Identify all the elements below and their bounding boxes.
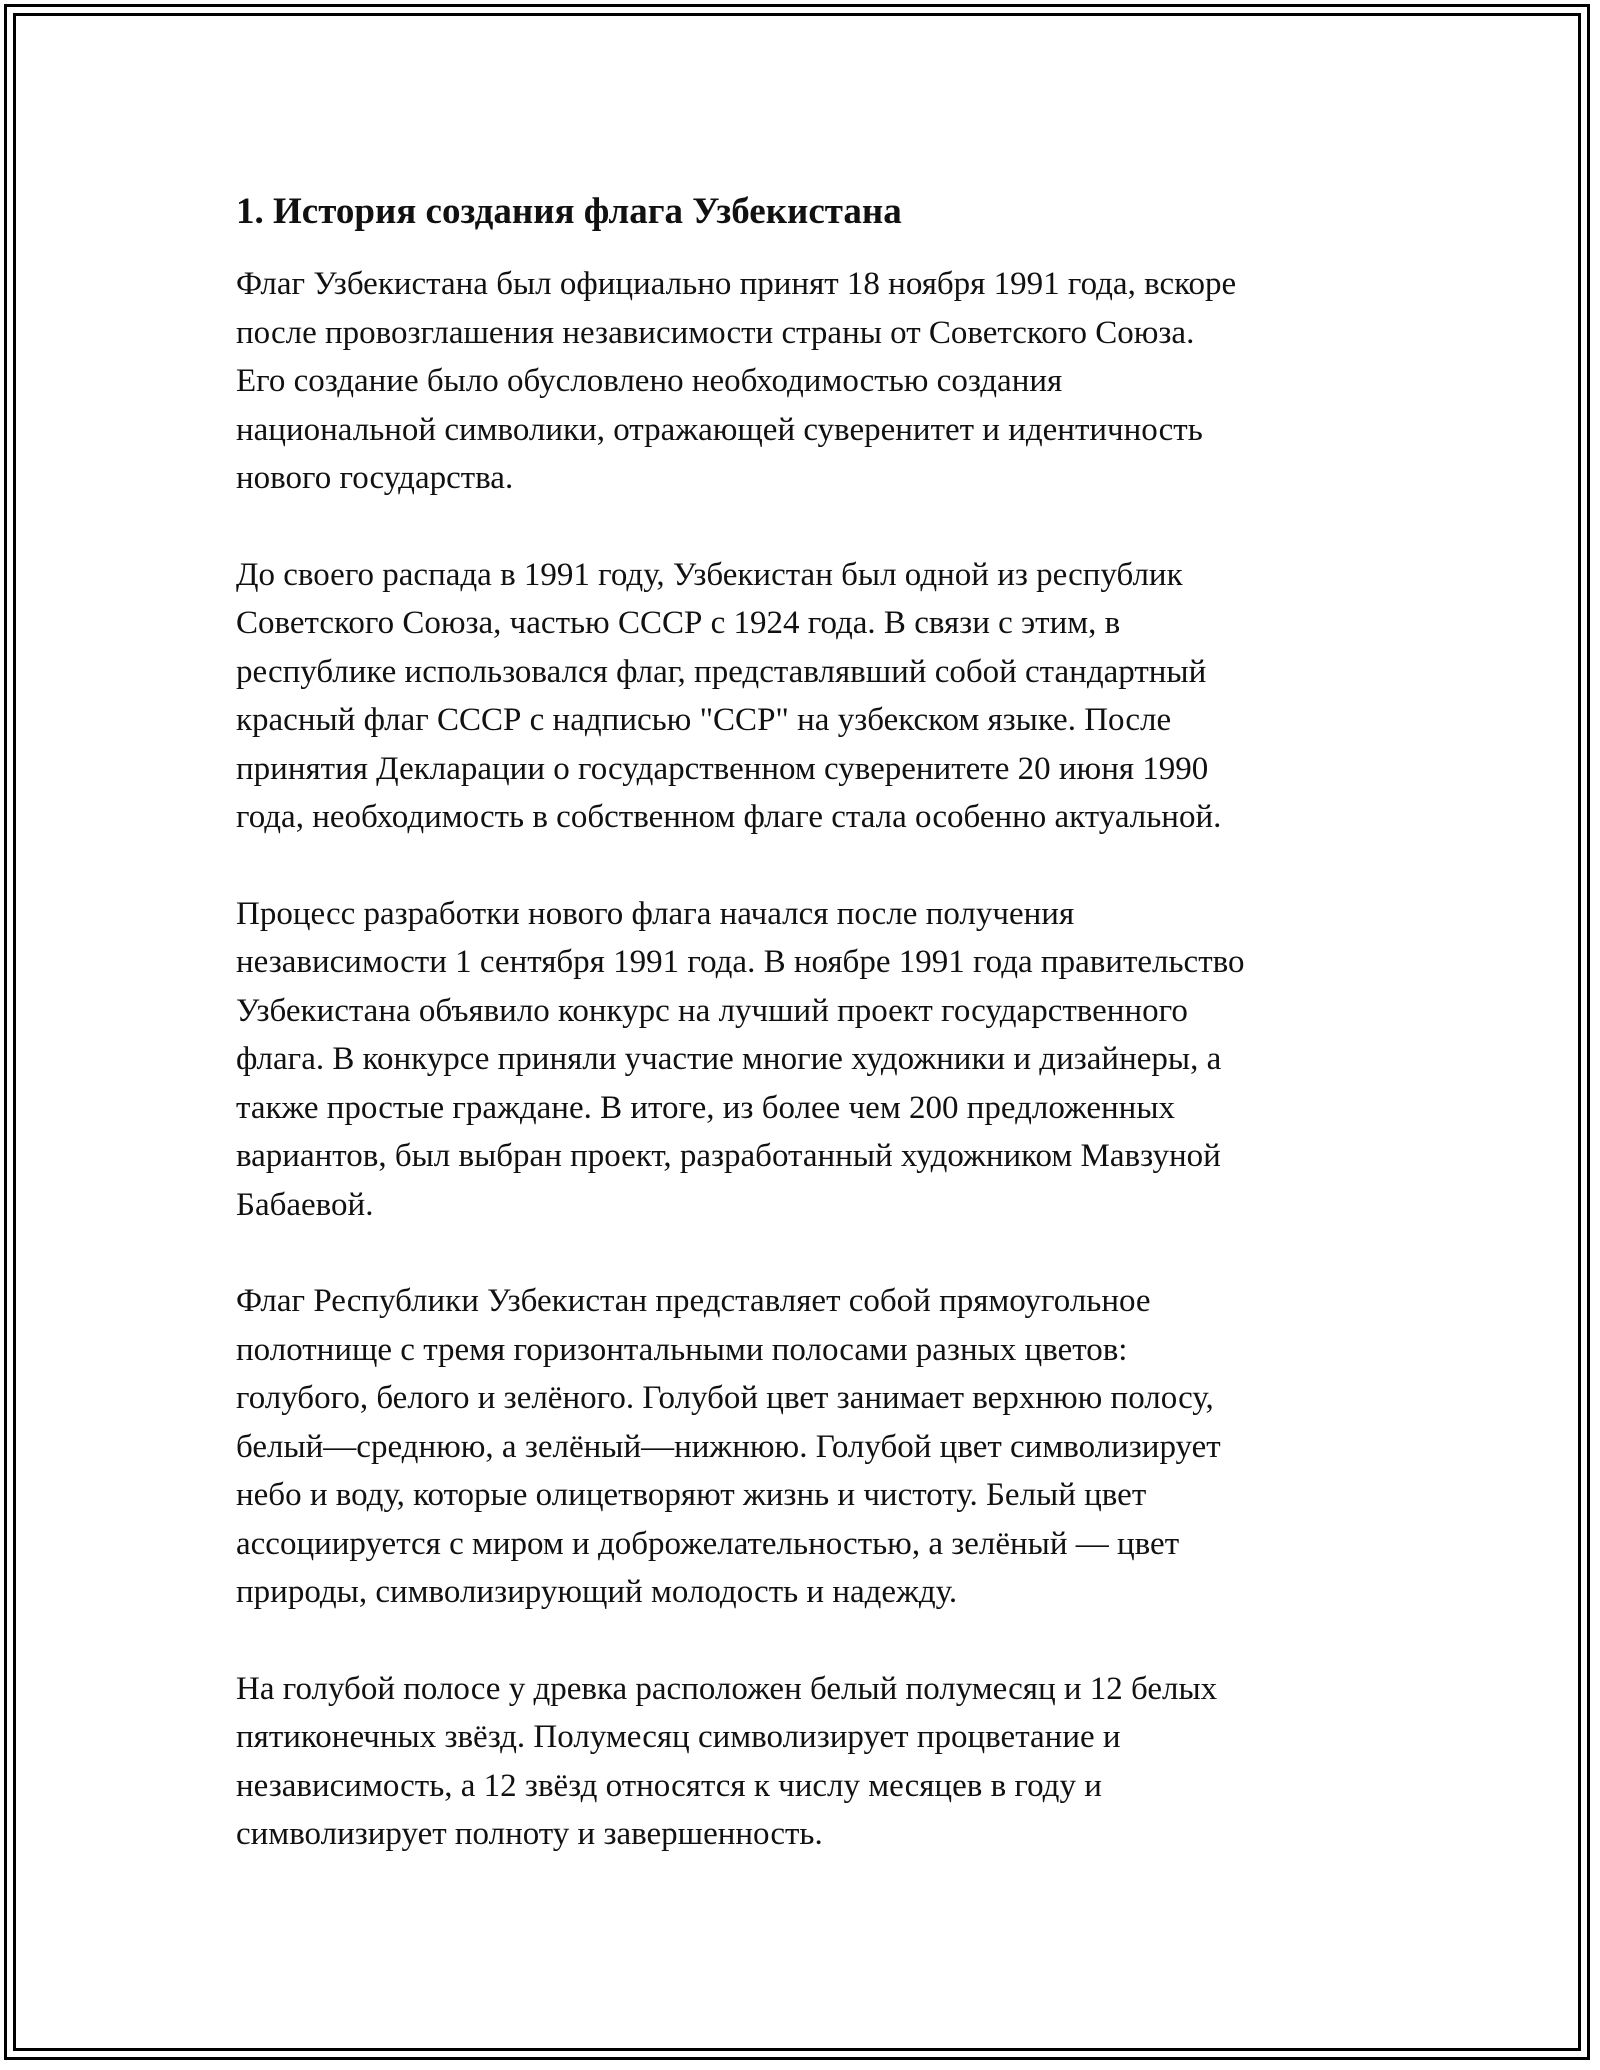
document-body [236, 184, 1386, 1907]
paragraph-flag-colors: Флаг Республики Узбекистан представляет собой прямоугольное полотнище с тремя горизонтальными полосами разных цветов: голубого, белого и зелёного. Голубой цвет занимает верхнюю полосу, белый—среднюю, а зелёный—нижнюю. Голубой цвет символизирует небо и воду, которые олицетворяют жизнь и чистоту. Белый цвет ассоциируется с миром и доброжелательностью, а зелёный — цвет природы, символизирующий молодость и надежду. [236, 1283, 1221, 1610]
paragraph-crescent-stars: На голубой полосе у древка расположен белый полумесяц и 12 белых пятиконечных звёзд. Полумесяц символизирует процветание и независимость, а 12 звёзд относятся к числу месяцев в году и символизирует полноту и завершенность. [236, 1670, 1218, 1852]
paragraph-soviet-period: До своего распада в 1991 году, Узбекистан был одной из республик Советского Союза, частью СССР с 1924 года. В связи с этим, в республике использовался флаг, представлявший собой стандартный красный флаг СССР с надписью "ССР" на узбекском языке. После принятия Декларации о государственном суверенитете 20 июня 1990 года, необходимость в собственном флаге стала особенно актуальной. [236, 556, 1222, 835]
section-heading: 1. История создания флага Узбекистана [236, 191, 902, 232]
paragraph-adoption: Флаг Узбекистана был официально принят 18 ноября 1991 года, вскоре после провозглашения независимости страны от Советского Союза. Его создание было обусловлено необходимостью создания национальной символики, отражающей суверенитет и идентичность нового государства. [236, 266, 1237, 496]
paragraph-design-contest: Процесс разработки нового флага начался после получения независимости 1 сентября 1991 года. В ноябре 1991 года правительство Узбекистана объявило конкурс на лучший проект государственного флага. В конкурсе приняли участие многие художники и дизайнеры, а также простые граждане. В итоге, из более чем 200 предложенных вариантов, был выбран проект, разработанный художником Мавзуной Бабаевой. [236, 895, 1245, 1223]
